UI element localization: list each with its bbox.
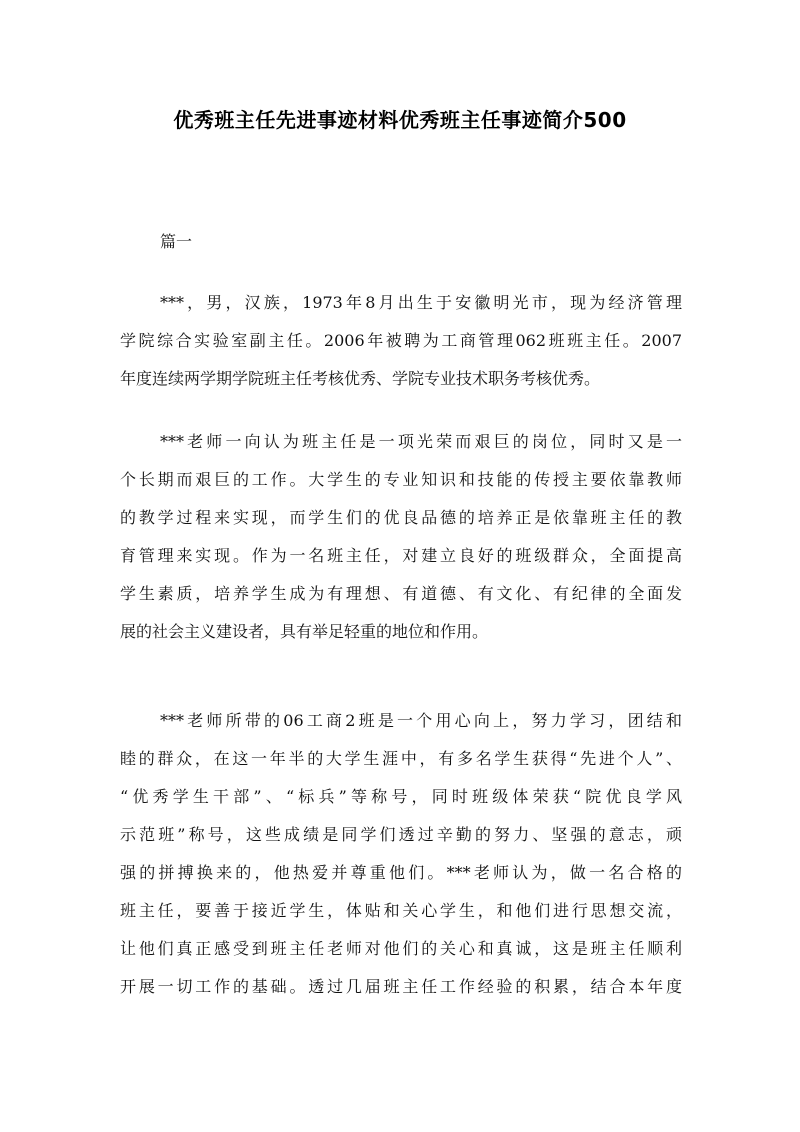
text-line: ***，男，汉族，1973年8月出生于安徽明光市，现为经济管理: [160, 293, 682, 312]
text-line: 年度连续两学期学院班主任考核优秀、学院专业技术职务考核优秀。: [120, 369, 601, 388]
paragraph-1: [120, 284, 682, 398]
text-line: 让他们真正感受到班主任老师对他们的关心和真诚，这是班主任顺利: [120, 939, 682, 958]
text-line: 示范班”称号，这些成绩是同学们透过辛勤的努力、坚强的意志，顽: [120, 825, 682, 844]
text-line: 育管理来实现。作为一名班主任，对建立良好的班级群众，全面提高: [120, 546, 682, 565]
text-line: “优秀学生干部”、“标兵”等称号，同时班级体荣获“院优良学风: [120, 787, 682, 806]
text-line: 班主任，要善于接近学生，体贴和关心学生，和他们进行思想交流，: [120, 901, 682, 920]
paragraph-2: [120, 423, 682, 651]
text-line: ***老师所带的06工商2班是一个用心向上，努力学习，团结和: [160, 711, 682, 730]
text-line: 的教学过程来实现，而学生们的优良品德的培养正是依靠班主任的教: [120, 508, 682, 527]
text-line: ***老师一向认为班主任是一项光荣而艰巨的岗位，同时又是一: [160, 432, 682, 451]
document-title: 优秀班主任先进事迹材料优秀班主任事迹简介500: [173, 108, 627, 132]
text-line: 强的拼搏换来的，他热爱并尊重他们。***老师认为，做一名合格的: [120, 863, 682, 882]
section-label: 篇一: [160, 232, 193, 251]
text-line: 展的社会主义建设者，具有举足轻重的地位和作用。: [120, 622, 489, 641]
text-line: 个长期而艰巨的工作。大学生的专业知识和技能的传授主要依靠教师: [120, 470, 682, 489]
text-line: 学生素质，培养学生成为有理想、有道德、有文化、有纪律的全面发: [120, 584, 682, 603]
text-line: 开展一切工作的基础。透过几届班主任工作经验的积累，结合本年度: [120, 977, 682, 996]
text-line: 睦的群众，在这一年半的大学生涯中，有多名学生获得“先进个人”、: [120, 749, 682, 768]
paragraph-3: [120, 702, 682, 1006]
text-line: 学院综合实验室副主任。2006年被聘为工商管理062班班主任。2007: [120, 331, 682, 350]
